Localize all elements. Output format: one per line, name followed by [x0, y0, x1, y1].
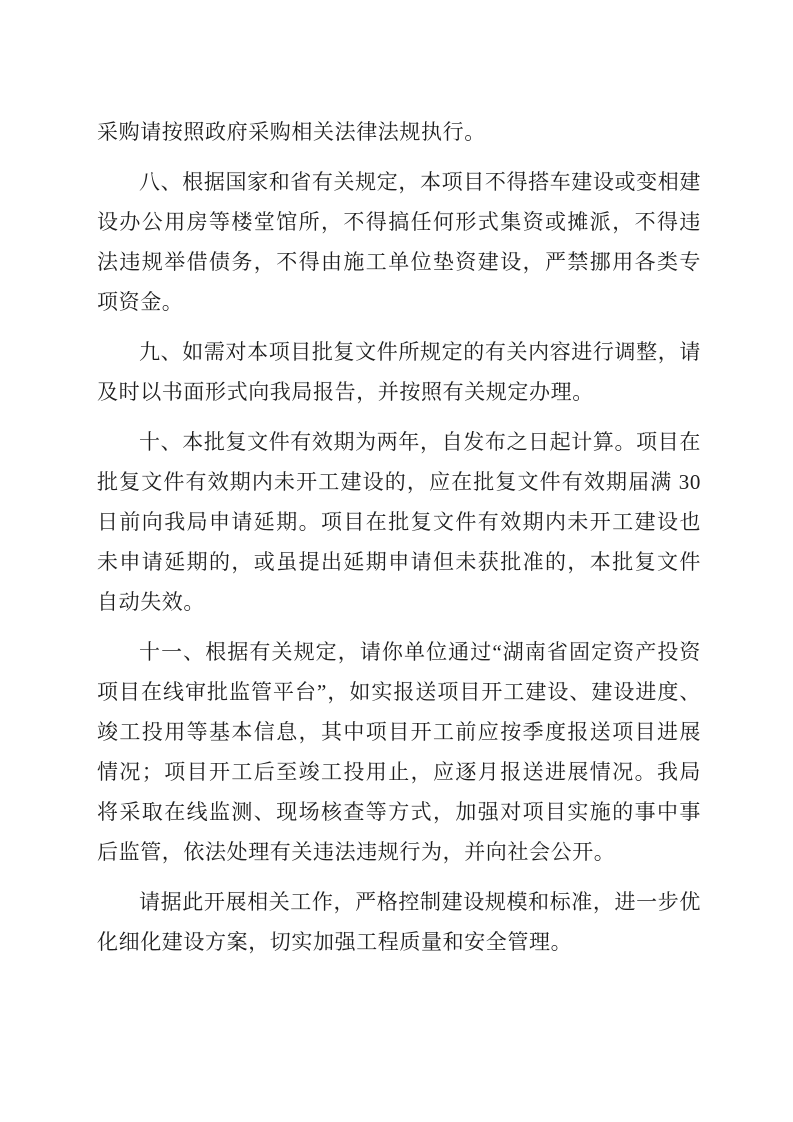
- clause-8-paragraph: 八、根据国家和省有关规定，本项目不得搭车建设或变相建设办公用房等楼堂馆所，不得搞任何形式集资或摊派，不得违法违规举借债务，不得由施工单位垫资建设，严禁挪用各类专项资金。: [97, 170, 701, 314]
- document-body: [97, 112, 701, 962]
- clause-9-paragraph: 九、如需对本项目批复文件所规定的有关内容进行调整，请及时以书面形式向我局报告，并按照有关规定办理。: [97, 340, 701, 404]
- closing-paragraph: 请据此开展相关工作，严格控制建设规模和标准，进一步优化细化建设方案，切实加强工程质量和安全管理。: [97, 890, 701, 954]
- clause-10-paragraph: 十、本批复文件有效期为两年，自发布之日起计算。项目在批复文件有效期内未开工建设的，应在批复文件有效期届满 30 日前向我局申请延期。项目在批复文件有效期内未开工建设也未申请延期的，或虽提出延期申请但未获批准的，本批复文件自动失效。: [97, 430, 701, 614]
- clause-11-paragraph: 十一、根据有关规定，请你单位通过“湖南省固定资产投资项目在线审批监管平台”，如实报送项目开工建设、建设进度、竣工投用等基本信息，其中项目开工前应按季度报送项目进展情况；项目开工后至竣工投用止，应逐月报送进展情况。我局将采取在线监测、现场核查等方式，加强对项目实施的事中事后监管，依法处理有关违法违规行为，并向社会公开。: [97, 640, 701, 864]
- continuation-paragraph: 采购请按照政府采购相关法律法规执行。: [97, 120, 486, 144]
